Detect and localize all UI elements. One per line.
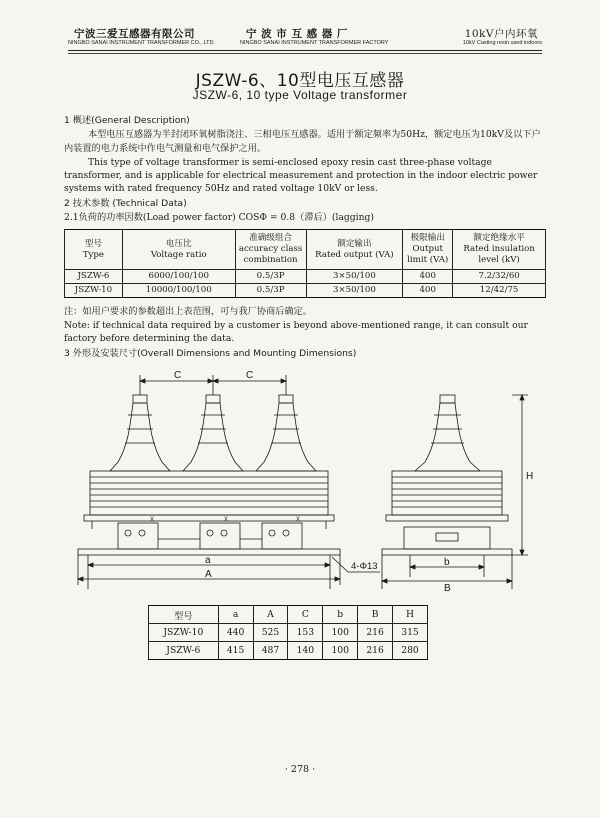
spec-header-cn: 型号 (84, 238, 103, 249)
dim-header-H: H (393, 606, 428, 624)
factory-name-cn: 宁 波 市 互 感 器 厂 (246, 28, 348, 40)
dim-header-b: b (323, 606, 358, 624)
general-description-cn: 本型电压互感器为半封闭环氧树脂浇注、三相电压互感器。适用于额定频率为50Hz，额定电压为10kV及以下户内装置的电力系统中作电气测量和电气保护之用。 (64, 129, 541, 154)
bushing-left (110, 395, 170, 471)
spec-cell-type: JSZW-6 (65, 270, 123, 284)
spec-cell-accuracy: 0.5/3P (235, 284, 306, 298)
spec-header-en: Rated insulation level (kV) (463, 244, 535, 265)
spec-table-header (65, 230, 546, 270)
terminal-mark-x: X (150, 517, 155, 523)
spec-header-cell (453, 230, 546, 270)
dim-cell: 440 (218, 624, 253, 642)
dim-header-C: C (288, 606, 323, 624)
dim-cell: 216 (358, 642, 393, 660)
dim-cell: 315 (393, 624, 428, 642)
section-general-heading: 1 概述(General Description) (64, 115, 190, 126)
dim-header-A: A (253, 606, 288, 624)
page-title-en: JSZW-6, 10 type Voltage transformer (192, 88, 408, 102)
dim-table-header (149, 606, 428, 624)
spec-cell-insulation: 12/42/75 (453, 284, 546, 298)
technical-data-table (64, 229, 546, 298)
spec-cell-voltage-ratio: 10000/100/100 (122, 284, 235, 298)
spec-header-cell (403, 230, 453, 270)
dim-label-a-small: a (205, 555, 211, 566)
dim-label-a-big: A (205, 569, 212, 580)
spec-cell-insulation: 7.2/32/60 (453, 270, 546, 284)
spec-header-cell (122, 230, 235, 270)
product-line-cn: 10kV户内环氧 (464, 28, 538, 40)
dim-cell: 140 (288, 642, 323, 660)
company-name-cn: 宁波三爱互感器有限公司 (74, 28, 195, 40)
spec-header-cn: 额定输出 (337, 238, 372, 249)
general-description-en: This type of voltage transformer is semi-enclosed epoxy resin cast three-phase voltage transformer, and is applicable for electrical measurement and protection in the indoor electric power systems with rated frequency 50Hz and rated voltage 10kV or less. (64, 157, 538, 194)
dim-cell-type: JSZW-6 (149, 642, 219, 660)
dim-cell: 415 (218, 642, 253, 660)
section-dimensions-heading: 3 外形及安装尺寸(Overall Dimensions and Mounting Dimensions) (64, 348, 357, 359)
spec-header-cn: 额定绝缘水平 (473, 233, 525, 243)
table-row (149, 642, 428, 660)
dim-label-hole: 4-Φ13 (351, 561, 378, 572)
dim-cell: 153 (288, 624, 323, 642)
spec-cell-rated-output: 3×50/100 (306, 284, 403, 298)
spec-header-cell (235, 230, 306, 270)
note-en: Note: if technical data required by a customer is beyond above-mentioned range, it can consult our factory before determining the data. (64, 320, 528, 344)
table-row (65, 270, 546, 284)
terminal-mark-x: X (296, 517, 301, 523)
company-name-en: NINGBO SANAI INSTRUMENT TRANSFORMER CO., LTD. (68, 40, 215, 46)
dim-header-B: B (358, 606, 393, 624)
spec-header-en: accuracy class combination (238, 244, 303, 265)
dim-cell: 525 (253, 624, 288, 642)
spec-cell-accuracy: 0.5/3P (235, 270, 306, 284)
dim-cell: 487 (253, 642, 288, 660)
header-rule-thin (68, 53, 542, 54)
spec-cell-output-limit: 400 (403, 270, 453, 284)
factory-name-en: NINGBO SANAI INSTRUMENT TRANSFORMER FACTORY (240, 40, 389, 46)
dim-cell-type: JSZW-10 (149, 624, 219, 642)
page-number: · 278 · (284, 764, 316, 775)
spec-header-en: Voltage ratio (150, 249, 207, 260)
dim-header-type: 型号 (149, 606, 219, 624)
dim-cell: 100 (323, 642, 358, 660)
terminal-mark-x: X (224, 517, 229, 523)
section-technical-heading: 2 技术参数 (Technical Data) (64, 198, 187, 209)
bushing-right (256, 395, 316, 471)
spec-cell-type: JSZW-10 (65, 284, 123, 298)
page-header (68, 26, 542, 52)
spec-header-en: Output limit (VA) (407, 244, 449, 265)
dim-label-c: C (174, 370, 182, 381)
dim-label-b-big: B (444, 583, 451, 592)
spec-header-cn: 电压比 (165, 238, 192, 249)
dim-cell: 280 (393, 642, 428, 660)
dim-header-a: a (218, 606, 253, 624)
dim-cell: 100 (323, 624, 358, 642)
front-view (78, 375, 380, 589)
spec-header-cell (306, 230, 403, 270)
spec-header-cn: 准确级组合 (249, 233, 293, 243)
dimension-drawing (70, 367, 545, 592)
product-line-en: 10kV Casting resin used indoors (462, 40, 542, 46)
load-power-factor: 2.1负荷的功率因数(Load power factor) COSΦ = 0.8（滞后）(lagging) (64, 212, 374, 223)
note-cn: 注：如用户要求的参数超出上表范围，可与我厂协商后确定。 (64, 306, 313, 317)
side-view (382, 395, 528, 589)
spec-header-cn: 极限输出 (410, 233, 445, 243)
spec-header-cell (65, 230, 123, 270)
dim-label-b-small: b (444, 557, 450, 568)
dim-label-c-2: C (246, 370, 254, 381)
dimensions-table (148, 605, 428, 660)
table-row (65, 284, 546, 298)
dim-label-h: H (526, 471, 534, 482)
spec-cell-voltage-ratio: 6000/100/100 (122, 270, 235, 284)
page-title-cn: JSZW-6、10型电压互感器 (195, 71, 405, 91)
dim-cell: 216 (358, 624, 393, 642)
spec-cell-output-limit: 400 (403, 284, 453, 298)
header-rule (68, 50, 542, 51)
table-row (149, 624, 428, 642)
spec-header-en: Type (82, 249, 105, 260)
spec-header-en: Rated output (VA) (315, 249, 394, 260)
bushing-middle (183, 395, 243, 471)
spec-cell-rated-output: 3×50/100 (306, 270, 403, 284)
